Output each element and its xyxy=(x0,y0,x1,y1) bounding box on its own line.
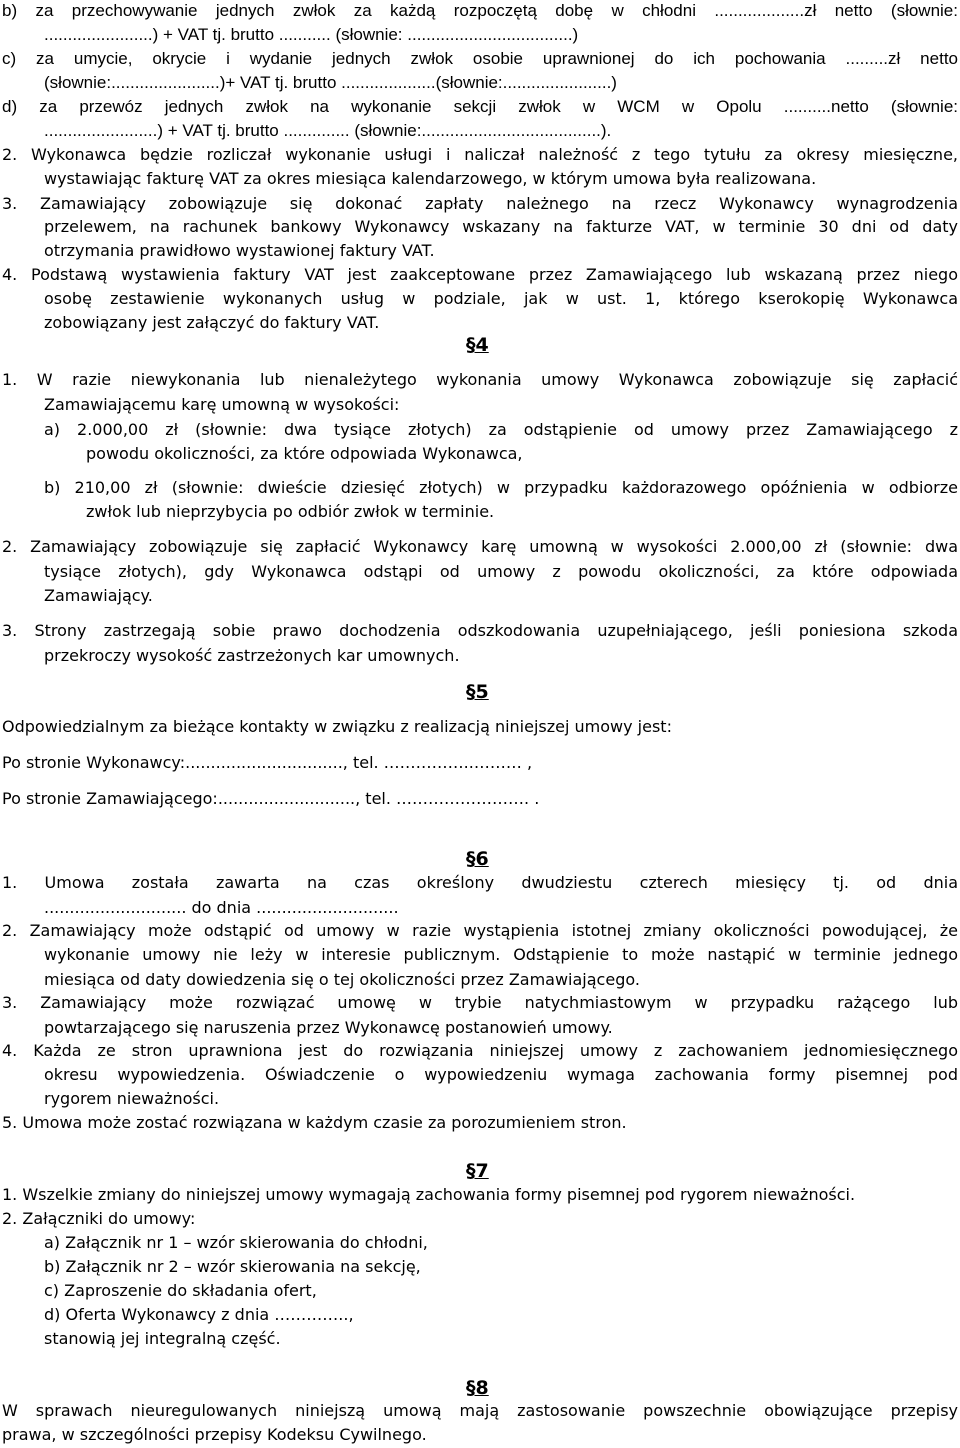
price-item-c-line1: c) za umycie, okrycie i wydanie jednych zwłok osobie uprawnionej do ich pochowania .........zł netto xyxy=(2,49,958,68)
s6-item-5-line1: 5. Umowa może zostać rozwiązana w każdym czasie za porozumieniem stron. xyxy=(2,1113,627,1132)
paragraph-4-line1: 4. Podstawą wystawienia faktury VAT jest zaakceptowane przez Zamawiającego lub wskazaną przez niego xyxy=(2,265,958,284)
s4-item-a-line1: a) 2.000,00 zł (słownie: dwa tysiące złotych) za odstąpienie od umowy przez Zamawiającego z xyxy=(44,420,958,439)
s6-item-2-line2: wykonanie umowy nie leży w interesie publicznym. Odstąpienie to może nastąpić w terminie jednego xyxy=(44,945,958,964)
s6-item-3-line1: 3. Zamawiający może rozwiązać umowę w trybie natychmiastowym w przypadku rażącego lub xyxy=(2,993,958,1012)
s5-employer-contact: Po stronie Zamawiającego:..........................., tel. ……………………. . xyxy=(2,789,540,808)
paragraph-2-line1: 2. Wykonawca będzie rozliczał wykonanie usługi i naliczał należność z tego tytułu za okresy miesięczne, xyxy=(2,145,958,164)
s7-item-2: 2. Załączniki do umowy: xyxy=(2,1209,196,1228)
s5-contractor-contact: Po stronie Wykonawcy:..............................., tel. ……………..……… , xyxy=(2,753,533,772)
paragraph-3-line3: otrzymania prawidłowo wystawionej faktury VAT. xyxy=(44,241,435,260)
s6-item-4-line2: okresu wypowiedzenia. Oświadczenie o wypowiedzeniu wymaga zachowania formy pisemnej pod xyxy=(44,1065,958,1084)
paragraph-4-line3: zobowiązany jest załączyć do faktury VAT. xyxy=(44,313,380,332)
s4-item-b-line1: b) 210,00 zł (słownie: dwieście dziesięć złotych) w przypadku każdorazowego opóźnienia w odbiorze xyxy=(44,478,958,497)
s7-closing: stanowią jej integralną część. xyxy=(44,1329,281,1348)
price-item-b-line2: .......................) + VAT tj. brutto ........... (słownie: ...................................) xyxy=(44,25,579,44)
section-8-heading: §8 xyxy=(466,1377,489,1399)
s4-item-b-line2: zwłok lub nieprzybycia po odbiór zwłok w terminie. xyxy=(86,502,495,521)
s6-item-4-line3: rygorem nieważności. xyxy=(44,1089,220,1108)
s7-attachment-b: b) Załącznik nr 2 – wzór skierowania na sekcję, xyxy=(44,1257,421,1276)
s4-item-3-line2: przekroczy wysokość zastrzeżonych kar umownych. xyxy=(44,646,460,665)
section-5-heading: §5 xyxy=(466,681,489,703)
s4-item-a-line2: powodu okoliczności, za które odpowiada Wykonawca, xyxy=(86,444,523,463)
s7-item-1: 1. Wszelkie zmiany do niniejszej umowy wymagają zachowania formy pisemnej pod rygorem nieważności. xyxy=(2,1185,856,1204)
s8-text-line2: prawa, w szczególności przepisy Kodeksu Cywilnego. xyxy=(2,1425,427,1444)
s7-attachment-d: d) Oferta Wykonawcy z dnia ………….., xyxy=(44,1305,354,1324)
section-7-heading: §7 xyxy=(466,1160,489,1182)
s6-item-3-line2: powtarzającego się naruszenia przez Wykonawcę postanowień umowy. xyxy=(44,1018,613,1037)
paragraph-2-line2: wystawiając fakturę VAT za okres miesiąca kalendarzowego, w którym umowa była realizowana. xyxy=(44,169,817,188)
s4-item-2-line3: Zamawiający. xyxy=(44,586,153,605)
s4-item-1-line1: 1. W razie niewykonania lub nienależytego wykonania umowy Wykonawca zobowiązuje się zapłacić xyxy=(2,370,958,389)
s6-item-2-line1: 2. Zamawiający może odstąpić od umowy w razie wystąpienia istotnej zmiany okoliczności powodującej, że xyxy=(2,921,958,940)
s5-intro: Odpowiedzialnym za bieżące kontakty w związku z realizacją niniejszej umowy jest: xyxy=(2,717,672,736)
section-4-heading: §4 xyxy=(466,334,489,356)
price-item-b-line1: b) za przechowywanie jednych zwłok za każdą rozpoczętą dobę w chłodni ...................zł netto (słownie: xyxy=(2,1,958,20)
s4-item-2-line1: 2. Zamawiający zobowiązuje się zapłacić Wykonawcy karę umowną w wysokości 2.000,00 zł (słownie: dwa xyxy=(2,537,958,556)
s6-item-1-line1: 1. Umowa została zawarta na czas określony dwudziestu czterech miesięcy tj. od dnia xyxy=(2,873,958,892)
s6-item-2-line3: miesiąca od daty dowiedzenia się o tej okoliczności przez Zamawiającego. xyxy=(44,970,640,989)
section-6-heading: §6 xyxy=(466,848,489,870)
paragraph-4-line2: osobę zestawienie wykonanych usług w podziale, jak w ust. 1, którego kserokopię Wykonawca xyxy=(44,289,958,308)
s8-text-line1: W sprawach nieuregulowanych niniejszą umową mają zastosowanie powszechnie obowiązujące przepisy xyxy=(2,1401,958,1420)
s4-item-3-line1: 3. Strony zastrzegają sobie prawo dochodzenia odszkodowania uzupełniającego, jeśli poniesiona szkoda xyxy=(2,621,958,640)
price-item-c-line2: (słownie:.......................)+ VAT tj. brutto ....................(słownie:.......................) xyxy=(44,73,617,92)
price-item-d-line2: ........................) + VAT tj. brutto .............. (słownie:......................................). xyxy=(44,121,612,140)
s4-item-2-line2: tysiące złotych), gdy Wykonawca odstąpi od umowy z powodu okoliczności, za które odpowiada xyxy=(44,562,958,581)
s6-item-1-line2: ............................ do dnia ............................ xyxy=(44,898,399,917)
s6-item-4-line1: 4. Każda ze stron uprawniona jest do rozwiązania niniejszej umowy z zachowaniem jednomiesięcznego xyxy=(2,1041,958,1060)
s7-attachment-a: a) Załącznik nr 1 – wzór skierowania do chłodni, xyxy=(44,1233,428,1252)
paragraph-3-line2: przelewem, na rachunek bankowy Wykonawcy wskazany na fakturze VAT, w terminie 30 dni od daty xyxy=(44,217,958,236)
s7-attachment-c: c) Zaproszenie do składania ofert, xyxy=(44,1281,317,1300)
paragraph-3-line1: 3. Zamawiający zobowiązuje się dokonać zapłaty należnego na rzecz Wykonawcy wynagrodzenia xyxy=(2,194,958,213)
price-item-d-line1: d) za przewóz jednych zwłok na wykonanie sekcji zwłok w WCM w Opolu ..........netto (słownie: xyxy=(2,97,958,116)
s4-item-1-line2: Zamawiającemu karę umowną w wysokości: xyxy=(44,395,400,414)
